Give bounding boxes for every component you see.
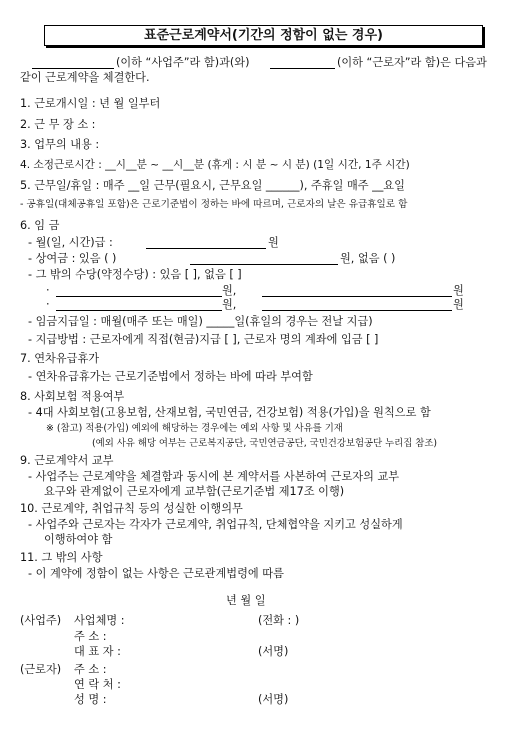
other-matters-note: - 이 계약에 정함이 없는 사항은 근로관계법령에 따름	[28, 567, 284, 580]
annual-leave-note: - 연차유급휴가는 근로기준법에서 정하는 바에 따라 부여함	[28, 370, 313, 383]
allowance-row-2-unit-a: 원,	[222, 298, 237, 311]
item-contract-delivery: 9. 근로계약서 교부	[20, 454, 114, 467]
wage-monthly-unit: 원	[268, 236, 279, 249]
intro-employer-text: (이하 “사업주”라 함)과(와)	[116, 56, 250, 69]
worker-address: 주 소 :	[74, 663, 107, 676]
bonus-label: - 상여금 : 있음 ( )	[28, 252, 117, 265]
allowance-row-2-dot: ·	[46, 298, 50, 311]
allowance-label: - 그 밖의 수당(약정수당) : 있음 [ ], 없음 [ ]	[28, 268, 242, 281]
worker-contact: 연 락 처 :	[74, 678, 121, 691]
allowance-row-2-unit-b: 원	[453, 298, 464, 311]
allowance-row-1-blank-b	[262, 296, 452, 297]
employer-company-name: 사업체명 :	[74, 614, 125, 627]
worker-signature: (서명)	[258, 693, 289, 706]
social-insurance-note: - 4대 사회보험(고용보험, 산재보험, 국민연금, 건강보험) 적용(가입)을 원칙으로 함	[28, 406, 431, 419]
social-insurance-ref-1: ※ (참고) 적용(가입) 예외에 해당하는 경우에는 예외 사항 및 사유를 기재	[46, 423, 343, 434]
allowance-row-1-blank-a	[56, 296, 222, 297]
payday: - 임금지급일 : 매월(매주 또는 매일) _____일(휴일의 경우는 전날 지급)	[28, 315, 373, 328]
allowance-row-1-dot: ·	[46, 284, 50, 297]
item-annual-leave: 7. 연차유급휴가	[20, 352, 100, 365]
bonus-blank	[190, 264, 338, 265]
contract-delivery-note-2: 요구와 관계없이 근로자에게 교부함(근로기준법 제17조 이행)	[44, 485, 345, 498]
item-obligations: 10. 근로계약, 취업규칙 등의 성실한 이행의무	[20, 502, 243, 515]
employer-tag: (사업주)	[20, 614, 62, 627]
worker-tag: (근로자)	[20, 663, 62, 676]
document-title: 표준근로계약서(기간의 정함이 없는 경우)	[44, 25, 483, 46]
item-social-insurance: 8. 사회보험 적용여부	[20, 390, 125, 403]
employer-address: 주 소 :	[74, 630, 107, 643]
intro-worker-text: (이하 “근로자”라 함)은 다음과	[337, 56, 487, 69]
item-wages-heading: 6. 임 금	[20, 219, 60, 232]
wage-monthly-blank	[146, 248, 266, 249]
worker-name: 성 명 :	[74, 693, 107, 706]
allowance-row-1-unit-b: 원	[453, 284, 464, 297]
employer-blank	[32, 68, 114, 69]
item-other-matters: 11. 그 밖의 사항	[20, 551, 103, 564]
item-workplace: 2. 근 무 장 소 :	[20, 118, 96, 131]
employer-representative: 대 표 자 :	[74, 645, 121, 658]
employer-phone: (전화 : )	[258, 614, 300, 627]
employer-signature: (서명)	[258, 645, 289, 658]
item-start-date: 1. 근로개시일 : 년 월 일부터	[20, 97, 161, 110]
obligations-note-2: 이행하여야 함	[44, 533, 113, 546]
intro-line-2: 같이 근로계약을 체결한다.	[20, 71, 150, 84]
item-job-description: 3. 업무의 내용 :	[20, 138, 100, 151]
social-insurance-ref-2: (예외 사유 해당 여부는 근로복지공단, 국민연금공단, 국민건강보험공단 누리집 참조)	[92, 438, 438, 449]
item-workdays: 5. 근무일/휴일 : 매주 __일 근무(필요시, 근무요일 ______), 주휴일 매주 __요일	[20, 179, 405, 192]
payment-method: - 지급방법 : 근로자에게 직접(현금)지급 [ ], 근로자 명의 계좌에 입금 [ ]	[28, 333, 379, 346]
wage-monthly-label: - 월(일, 시간)급 :	[28, 236, 113, 249]
item-working-hours: 4. 소정근로시간 : __시__분 ~ __시__분 (휴게 : 시 분 ~ 시 분) (1일 시간, 1주 시간)	[20, 159, 410, 171]
item-holiday-note: - 공휴일(대체공휴일 포함)은 근로기준법이 정하는 바에 따르며, 근로자의 날은 유급휴일로 함	[20, 199, 408, 210]
allowance-row-2-blank-b	[262, 310, 452, 311]
bonus-unit: 원, 없음 ( )	[340, 252, 396, 265]
worker-blank	[270, 68, 335, 69]
contract-delivery-note-1: - 사업주는 근로계약을 체결함과 동시에 본 계약서를 사본하여 근로자의 교부	[28, 470, 400, 483]
contract-date: 년 월 일	[226, 594, 266, 607]
obligations-note-1: - 사업주와 근로자는 각자가 근로계약, 취업규칙, 단체협약을 지키고 성실하게	[28, 518, 403, 531]
allowance-row-1-unit-a: 원,	[222, 284, 237, 297]
allowance-row-2-blank-a	[56, 310, 222, 311]
